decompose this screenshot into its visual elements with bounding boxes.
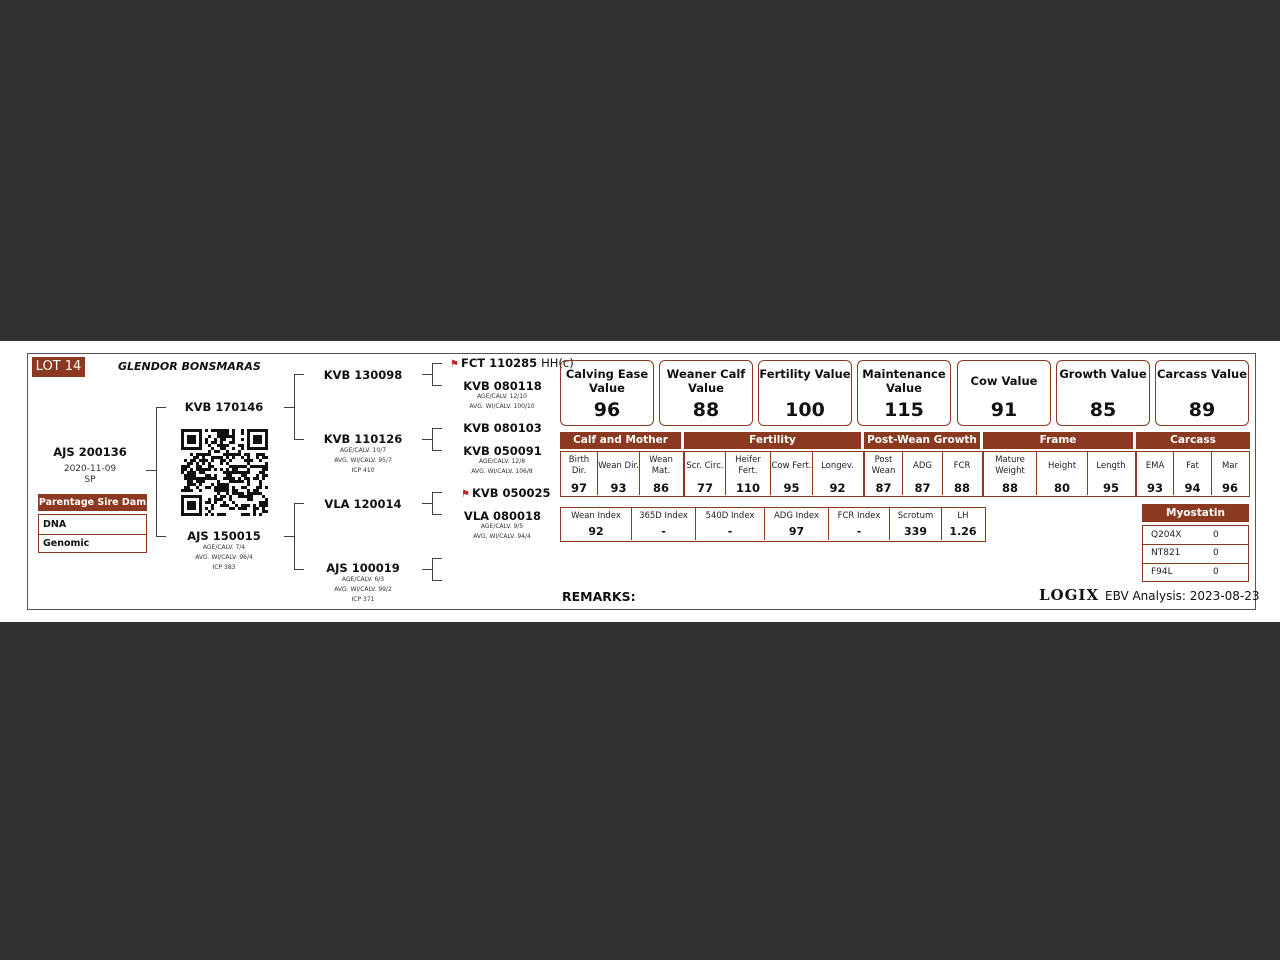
value-box-weaner-calf xyxy=(659,360,753,426)
group-calf-mother xyxy=(560,451,684,497)
value-number: 96 xyxy=(593,399,621,421)
logo-icon xyxy=(1039,586,1099,604)
ebv-label: Mature Weight xyxy=(995,455,1025,476)
ebv-cell xyxy=(1037,452,1088,495)
connector xyxy=(294,569,304,570)
group-header-fertility: Fertility xyxy=(684,432,861,449)
connector xyxy=(294,374,304,375)
gen3-5 xyxy=(461,486,556,500)
group-header-post-wean: Post-Wean Growth xyxy=(864,432,980,449)
value-box-maintenance xyxy=(857,360,951,426)
ebv-label: Scr. Circ. xyxy=(686,460,724,471)
ebv-value: 88 xyxy=(1001,481,1018,495)
value-number: 115 xyxy=(884,399,924,421)
dam-age-calv: AGE/CALV. 7/4 xyxy=(202,544,246,551)
ebv-cell xyxy=(984,452,1037,495)
connector xyxy=(294,503,295,569)
ebv-value: 95 xyxy=(783,481,800,495)
ebv-value: 110 xyxy=(735,481,760,495)
connector xyxy=(432,514,442,515)
gen2-sire-dam-wi: AVG. WI/CALV. 95/7 xyxy=(334,457,392,464)
connector xyxy=(156,407,166,408)
connector xyxy=(294,374,295,439)
parentage-row-genomic: Genomic xyxy=(43,538,90,549)
index-label: 540D Index xyxy=(705,511,755,521)
dam-icp: ICP 383 xyxy=(212,564,236,571)
gen2-sire-dam: KVB 110126 xyxy=(323,432,403,446)
connector xyxy=(432,363,442,364)
parentage-row-dna: DNA xyxy=(43,519,67,530)
connector xyxy=(422,569,432,570)
gen3-6: VLA 080018 xyxy=(463,509,542,523)
gen2-dam-dam-age: AGE/CALV. 6/3 xyxy=(341,576,385,583)
ebv-label: Birth Dir. xyxy=(568,455,590,476)
ebv-cell xyxy=(813,452,862,495)
divider xyxy=(39,534,146,535)
index-cell xyxy=(632,508,696,540)
index-label: FCR Index xyxy=(837,511,881,521)
connector xyxy=(432,492,433,514)
gen2-sire-dam-age: AGE/CALV. 10/7 xyxy=(339,447,387,454)
group-header-carcass: Carcass xyxy=(1136,432,1250,449)
ebv-label: FCR xyxy=(953,460,971,471)
ebv-analysis-date: EBV Analysis: 2023-08-23 xyxy=(1105,589,1260,603)
index-cell xyxy=(829,508,890,540)
myostatin-gene: F94L xyxy=(1151,567,1173,577)
myostatin-gene: Q204X xyxy=(1151,530,1182,540)
index-label: Wean Index xyxy=(571,511,621,521)
ebv-value: 88 xyxy=(953,481,970,495)
gen3-4-age: AGE/CALV. 12/8 xyxy=(478,458,526,465)
ebv-label: Length xyxy=(1096,460,1126,471)
gen3-3: KVB 080103 xyxy=(463,421,542,435)
myostatin-table xyxy=(1142,525,1249,582)
index-value: 339 xyxy=(904,525,927,538)
index-value: - xyxy=(856,525,862,538)
ebv-cell xyxy=(726,452,771,495)
connector xyxy=(432,558,433,580)
lot-badge: LOT 14 xyxy=(32,357,85,377)
ebv-value: 95 xyxy=(1102,481,1119,495)
ebv-label: Post Wean xyxy=(871,455,896,476)
index-label: ADG Index xyxy=(773,511,820,521)
flag-icon: ⚑ xyxy=(461,489,470,500)
myostatin-value: 0 xyxy=(1213,530,1219,540)
ebv-cell xyxy=(561,452,598,495)
ebv-value: 80 xyxy=(1053,481,1070,495)
remarks-label: REMARKS: xyxy=(562,589,636,604)
group-header-calf-mother: Calf and Mother xyxy=(560,432,681,449)
ebv-cell xyxy=(1212,452,1248,495)
ebv-label: Cow Fert. xyxy=(771,460,812,471)
ebv-value: 94 xyxy=(1184,481,1201,495)
ebv-value: 93 xyxy=(610,481,627,495)
connector xyxy=(156,536,166,537)
connector xyxy=(284,536,294,537)
myostatin-value: 0 xyxy=(1213,548,1219,558)
ebv-label: Height xyxy=(1047,460,1077,471)
pedigree-card xyxy=(0,341,1280,622)
value-label: Cow Value xyxy=(970,374,1038,388)
sire-id: KVB 170146 xyxy=(184,400,264,414)
value-number: 100 xyxy=(785,399,825,421)
group-carcass xyxy=(1136,451,1250,497)
gen3-4: KVB 050091 xyxy=(463,444,542,458)
gen3-5-id: KVB 050025 xyxy=(471,486,551,500)
gen3-1-suffix: HH(c) xyxy=(541,356,574,370)
gen2-dam-dam: AJS 100019 xyxy=(326,561,400,575)
connector xyxy=(432,363,433,385)
animal-status: SP xyxy=(84,475,96,485)
logo-text: LOGIX xyxy=(1039,586,1100,604)
ebv-value: 96 xyxy=(1221,481,1238,495)
ebv-value: 87 xyxy=(875,481,892,495)
connector xyxy=(432,558,442,559)
ebv-cell xyxy=(640,452,682,495)
index-label: LH xyxy=(957,511,969,521)
index-table xyxy=(560,507,986,542)
connector xyxy=(432,492,442,493)
gen3-6-age: AGE/CALV. 9/5 xyxy=(480,523,524,530)
gen2-sire-sire: KVB 130098 xyxy=(323,368,403,382)
flag-icon: ⚑ xyxy=(450,359,459,370)
group-fertility xyxy=(684,451,864,497)
index-value: 1.26 xyxy=(949,525,977,538)
connector xyxy=(432,580,442,581)
connector xyxy=(432,450,442,451)
gen3-6-wi: AVG. WI/CALV. 94/4 xyxy=(473,533,531,540)
gen2-dam-dam-wi: AVG. WI/CALV. 99/2 xyxy=(334,586,392,593)
ebv-cell xyxy=(903,452,943,495)
connector xyxy=(294,503,304,504)
ebv-label: Longev. xyxy=(821,460,854,471)
group-frame xyxy=(983,451,1136,497)
connector xyxy=(294,439,304,440)
connector xyxy=(284,407,294,408)
index-cell xyxy=(890,508,942,540)
gen3-2: KVB 080118 xyxy=(463,379,542,393)
connector xyxy=(432,428,433,450)
index-value: - xyxy=(661,525,666,538)
ebv-label: EMA xyxy=(1145,460,1165,471)
value-number: 88 xyxy=(692,399,720,421)
animal-id: AJS 200136 xyxy=(53,445,127,459)
connector xyxy=(432,385,442,386)
ebv-label: Heifer Fert. xyxy=(735,455,761,476)
connector xyxy=(432,428,442,429)
myostatin-row xyxy=(1143,563,1248,582)
value-number: 89 xyxy=(1188,399,1216,421)
breeder-name: GLENDOR BONSMARAS xyxy=(118,360,261,373)
value-number: 85 xyxy=(1089,399,1117,421)
ebv-cell xyxy=(1088,452,1134,495)
index-label: Scrotum xyxy=(897,511,934,521)
group-header-frame: Frame xyxy=(983,432,1133,449)
gen3-2-age: AGE/CALV. 12/10 xyxy=(477,393,527,400)
group-post-wean xyxy=(864,451,983,497)
index-label: 365D Index xyxy=(639,511,688,521)
index-cell xyxy=(561,508,632,540)
value-box-carcass xyxy=(1155,360,1249,426)
value-label: Fertility Value xyxy=(759,367,851,381)
ebv-cell xyxy=(685,452,726,495)
ebv-cell xyxy=(865,452,903,495)
ebv-label: Mar xyxy=(1221,460,1239,471)
gen2-dam-sire: VLA 120014 xyxy=(324,497,402,511)
parentage-header: Parentage Sire Dam xyxy=(38,494,147,511)
value-label: Maintenance Value xyxy=(862,367,946,395)
connector xyxy=(156,407,157,536)
value-label: Carcass Value xyxy=(1156,367,1248,381)
ebv-value: 87 xyxy=(914,481,931,495)
qr-code-icon[interactable] xyxy=(181,429,268,516)
gen3-2-wi: AVG. WI/CALV. 100/10 xyxy=(469,403,535,410)
myostatin-header: Myostatin xyxy=(1142,504,1249,522)
value-box-growth xyxy=(1056,360,1150,426)
index-cell xyxy=(942,508,984,540)
value-label: Weaner Calf Value xyxy=(666,367,746,395)
value-box-calving-ease xyxy=(560,360,654,426)
ebv-value: 97 xyxy=(570,481,587,495)
ebv-cell xyxy=(598,452,640,495)
index-value: 97 xyxy=(788,525,805,538)
parentage-box xyxy=(38,514,147,553)
ebv-value: 93 xyxy=(1146,481,1163,495)
gen2-dam-dam-icp: ICP 371 xyxy=(351,596,375,603)
ebv-value: 86 xyxy=(652,481,669,495)
ebv-label: Fat xyxy=(1186,460,1199,471)
myostatin-value: 0 xyxy=(1213,567,1219,577)
connector xyxy=(422,374,432,375)
connector xyxy=(146,470,156,471)
ebv-label: Wean Dir. xyxy=(598,460,639,471)
connector xyxy=(422,439,432,440)
dam-id: AJS 150015 xyxy=(187,529,261,543)
gen3-1-id: FCT 110285 xyxy=(460,356,538,370)
myostatin-row xyxy=(1143,544,1248,563)
dam-avg-wi: AVG. WI/CALV. 96/4 xyxy=(195,554,253,561)
value-label: Calving Ease Value xyxy=(565,367,649,395)
gen3-4-wi: AVG. WI/CALV. 106/8 xyxy=(471,468,533,475)
ebv-label: ADG xyxy=(913,460,932,471)
ebv-value: 92 xyxy=(829,481,846,495)
animal-dob: 2020-11-09 xyxy=(63,464,117,474)
ebv-cell xyxy=(1174,452,1212,495)
ebv-value: 77 xyxy=(696,481,713,495)
connector xyxy=(422,503,432,504)
myostatin-gene: NT821 xyxy=(1151,548,1181,558)
ebv-label: Wean Mat. xyxy=(649,455,673,476)
ebv-cell xyxy=(1137,452,1174,495)
gen2-sire-dam-icp: ICP 410 xyxy=(351,467,375,474)
ebv-cell xyxy=(771,452,813,495)
index-cell xyxy=(696,508,765,540)
index-value: - xyxy=(727,525,733,538)
value-number: 91 xyxy=(990,399,1018,421)
value-label: Growth Value xyxy=(1059,367,1147,381)
myostatin-row xyxy=(1143,526,1248,545)
ebv-cell xyxy=(943,452,981,495)
index-value: 92 xyxy=(588,525,604,538)
index-cell xyxy=(765,508,829,540)
gen3-1 xyxy=(450,356,574,370)
value-box-cow xyxy=(957,360,1051,426)
value-box-fertility xyxy=(758,360,852,426)
